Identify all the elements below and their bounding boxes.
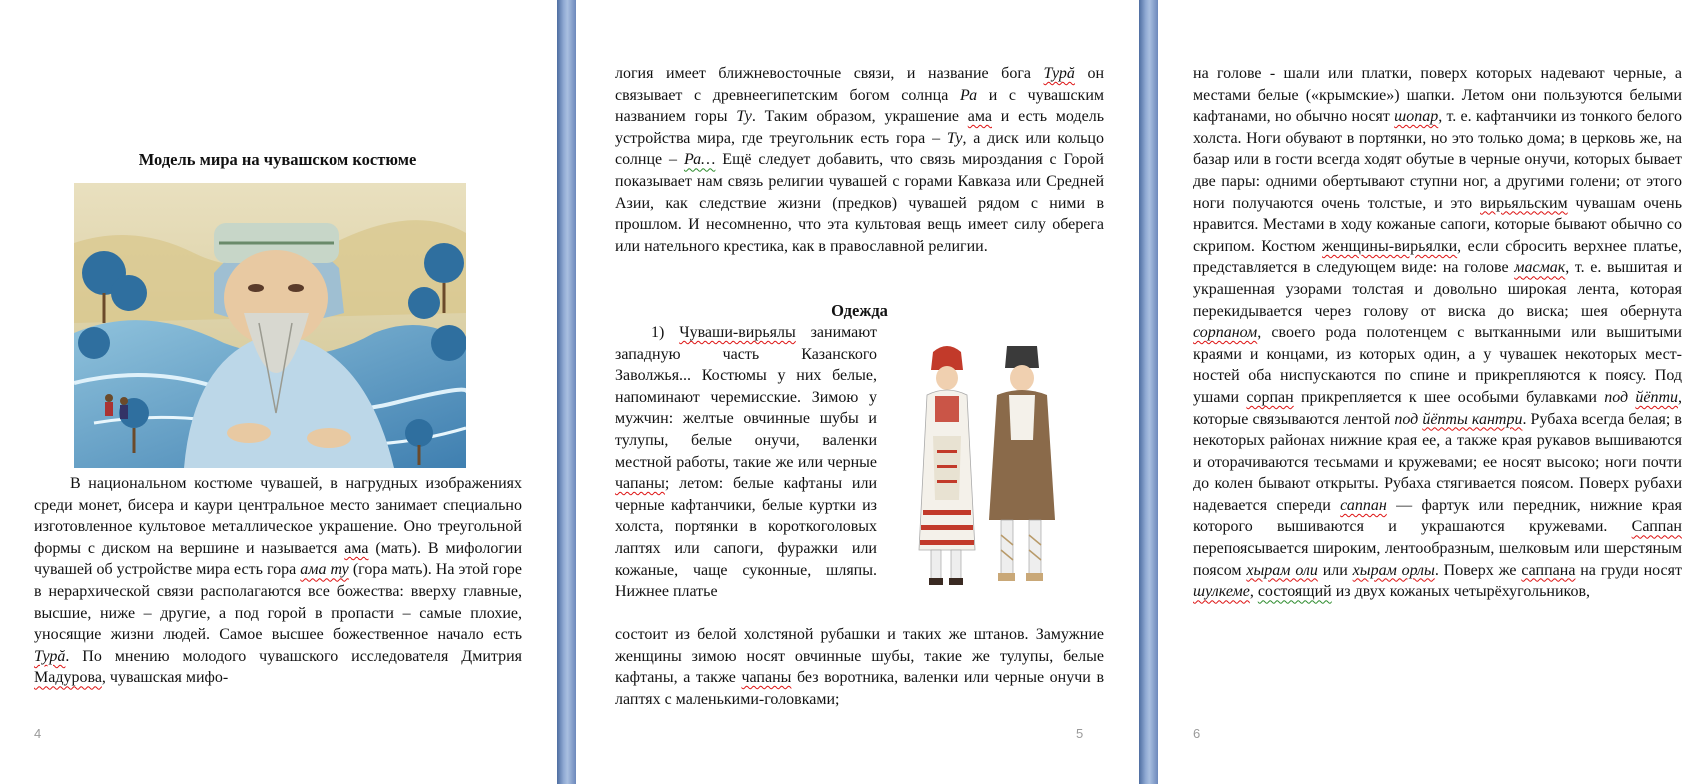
page-5 bbox=[576, 0, 1139, 784]
spellcheck-word: хырам орлы bbox=[1352, 561, 1435, 579]
text-run: . Рубаха всегда белая; в некоторых районах нижние края ее, а также края рукавов вышиваются и оторачиваются тесьмами и кружевами; ее носят высоко; ноги почти до колен бывают открыты. Рубаха стягивается поясом. Поверх рубахи надевается спереди bbox=[1193, 410, 1682, 514]
text-run: , bbox=[1249, 583, 1258, 601]
text-run: на голове - шали или платки, поверх которых надевают черные, а местами белые («крымские») шапки. Летом они пользуются белыми кафтанами, но обычно носят bbox=[1193, 65, 1682, 126]
page-gutter-left bbox=[557, 0, 576, 784]
chuvash-couple-icon bbox=[905, 340, 1070, 590]
text-run: под bbox=[1394, 410, 1423, 428]
spellcheck-word: шулкеме bbox=[1193, 583, 1250, 601]
spellcheck-word: Турă bbox=[34, 647, 66, 665]
spellcheck-word: Саппан bbox=[1631, 518, 1682, 536]
spellcheck-word: ама ту bbox=[300, 561, 349, 579]
page-6 bbox=[1158, 0, 1703, 784]
spellcheck-word: Мадурова bbox=[34, 669, 102, 687]
text-run: логия имеет ближневосточные связи, и название бога bbox=[615, 65, 1044, 82]
body-paragraph-top bbox=[615, 63, 1104, 257]
spellcheck-word: саппан bbox=[1340, 496, 1387, 514]
page-gutter-right bbox=[1139, 0, 1158, 784]
text-run: занимают западную часть Казанского Заволжья... Костюмы у них белые, напоминают черемисские. Зимою у мужчин: желтые овчинные шубы и тулупы, белые онучи, валенки местной работы, такие же или черные bbox=[615, 324, 877, 471]
spellcheck-word: сорпан bbox=[1246, 388, 1294, 406]
text-run: прикрепляется к шее особыми булавками bbox=[1293, 388, 1605, 406]
text-run: и есть модель устройства мира, где треугольник есть гора – bbox=[615, 108, 1104, 147]
text-run: (мать). В мифологии чувашей об устройстве мира есть гора bbox=[34, 539, 522, 579]
text-run: на груди носят bbox=[1575, 561, 1682, 579]
text-run: без воротника, валенки или черные онучи в лаптях с маленькими-головками; bbox=[615, 669, 1104, 708]
page-number: 5 bbox=[1076, 726, 1084, 741]
spellcheck-word: ама bbox=[967, 108, 992, 126]
grammar-check-word: состоящий bbox=[1257, 583, 1332, 601]
text-run: ; летом: белые кафтаны или черные кафтанчики, белые куртки из холста, портянки в короткоголовых лаптях или сапоги, фуражки или кожаные, чаще суконные, шляпы. Нижнее платье bbox=[615, 475, 877, 601]
text-run: из двух кожаных четырёхугольников, bbox=[1331, 583, 1591, 601]
spellcheck-word: йёпти bbox=[1635, 388, 1678, 406]
body-paragraph bbox=[34, 473, 522, 689]
mythic-figure-painting-icon bbox=[74, 183, 466, 468]
text-run: , своего рода полотенцем с вытканными или вышитыми краями и концами, из которых один, а у чувашек некоторых местностей оба ниспускаются по спине и прикрепляются к поясу. Под ушами bbox=[1193, 324, 1682, 406]
text-run: чувашам очень нравится. Местами в ходу кожаные сапоги, которые бывают обычно со скрипом. Костюм bbox=[1193, 194, 1682, 255]
page-number: 4 bbox=[34, 726, 42, 741]
spellcheck-word: чапаны bbox=[741, 669, 792, 687]
text-run: перепоясывается широким, лентообразным, шелковым или шерстяным поясом bbox=[1193, 540, 1682, 579]
text-run: он связывает с древнеегипетским богом солнца bbox=[615, 65, 1105, 104]
spellcheck-word: чапаны bbox=[615, 475, 665, 493]
text-run: , т. е. кафтанчики из тонкого белого холста. Ноги обувают в портянки, но это только дома; в церковь же, на базар или в гости всегда ходят обутые в черные онучи, которых бывает две пары: одними обертывают ступни ног, а другими голени; от этого ноги получаются очень толстые, и это bbox=[1193, 108, 1682, 212]
text-run: , а диск или кольцо солнце – bbox=[615, 129, 1104, 169]
text-run: . Таким образом, украшение bbox=[751, 108, 968, 126]
spellcheck-word: вирьяльским bbox=[1480, 194, 1568, 212]
text-run: Ту bbox=[946, 129, 963, 147]
text-run: , если сбросить верхнее платье, представляется в следующем виде: на голове bbox=[1193, 237, 1682, 277]
spellcheck-word: хырам оли bbox=[1246, 561, 1318, 579]
text-run: или bbox=[1317, 561, 1353, 579]
spellcheck-word: сорпаном bbox=[1193, 324, 1258, 342]
spellcheck-word: ама bbox=[344, 539, 369, 557]
text-run: , т. е. вышитая и украшенная узорами толстая и довольно широкая лента, которая перекидывается через голову от виска до виска; шея обернута bbox=[1193, 259, 1683, 320]
illustration-costumes bbox=[905, 340, 1070, 590]
spellcheck-word: шопар bbox=[1394, 108, 1439, 126]
page-title: Модель мира на чувашском костюме bbox=[138, 150, 417, 169]
text-run: 1) bbox=[651, 324, 680, 341]
spellcheck-word: масмак bbox=[1514, 259, 1566, 277]
clothing-paragraph-continued bbox=[615, 624, 1104, 710]
text-run: (гора мать). На этой горе в нерархической связи располагаются все божества: вверху главные, высшие, ниже – другие, а под горой в пропасти – самые плохие, уносящие жизни людей. Самое высшее божественное начало есть bbox=[34, 561, 523, 644]
spellcheck-word: саппана bbox=[1521, 561, 1576, 579]
text-run: . По мнению молодого чувашского исследователя Дмитрия bbox=[65, 647, 522, 665]
text-run: под bbox=[1604, 388, 1636, 406]
spellcheck-word: Турă bbox=[1043, 65, 1075, 82]
text-run: В национальном костюме чувашей, в нагрудных изображениях среди монет, бисера и каури центральное место занимает специально изготовленное культовое металлическое украшение. Оно треугольной формы с диском на вершине и называется bbox=[34, 475, 522, 557]
section-title: Одежда bbox=[831, 301, 888, 320]
spellcheck-word: йёпты кантри bbox=[1422, 410, 1523, 428]
grammar-check-word: Ра… bbox=[683, 151, 716, 169]
text-run: , которые связываются лентой bbox=[1193, 388, 1682, 428]
text-run: Ту bbox=[736, 108, 752, 126]
text-run: — фартук или передник, нижние края которого вышиваются и украшаются кружевами. bbox=[1193, 496, 1682, 536]
spellcheck-word: Чуваши-вирьялы bbox=[679, 324, 796, 341]
page-number: 6 bbox=[1193, 726, 1201, 741]
text-run: Ещё следует добавить, что связь мироздания с Горой показывает нам связь религии чувашей с горами Кавказа или Средней Азии, как следствие жизни (предков) чувашей рядом с ними в прошлом. И несомненно, что эта культовая вещь имеет силу оберега или нательного крестика, как в православной религии. bbox=[615, 151, 1104, 255]
text-run: . Поверх же bbox=[1434, 561, 1522, 579]
text-run: состоит из белой холстяной рубашки и таких же штанов. Замужние женщины зимою носят овчинные шубы, такие же тулупы, белые кафтаны, а также bbox=[615, 626, 1104, 687]
body-paragraph bbox=[1193, 63, 1682, 603]
clothing-column bbox=[615, 322, 877, 603]
text-run: и с чувашским названием горы bbox=[615, 86, 1104, 126]
spellcheck-word: женщины-вирьялки bbox=[1322, 237, 1458, 255]
text-run: Ра bbox=[959, 86, 978, 104]
illustration-painting bbox=[74, 183, 466, 468]
page-4 bbox=[0, 0, 557, 784]
text-run: , чувашская мифо- bbox=[101, 669, 229, 687]
